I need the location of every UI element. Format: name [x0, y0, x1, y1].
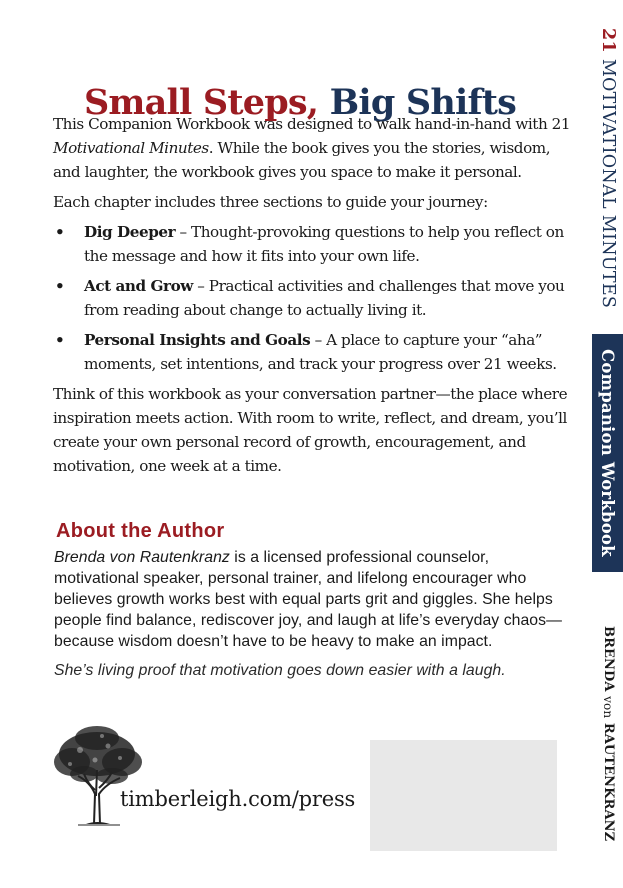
- sections-list: [53, 220, 575, 376]
- spine-title-text: MOTIVATIONAL MINUTES: [598, 52, 618, 309]
- spine-author-particle: von: [601, 696, 615, 719]
- list-item-term: Act and Grow: [84, 277, 193, 295]
- press-url-link[interactable]: timberleigh.com/press: [120, 787, 356, 811]
- list-item-term: Dig Deeper: [84, 223, 176, 241]
- author-bio-text: is a licensed professional counselor, motivational speaker, personal trainer, and lifelong encourager who believes growth works best with equal parts grit and giggles. She helps people find balance, rediscover joy, and laugh at life’s everyday chaos—because wisdom doesn’t have to be heavy to make an impact.: [54, 549, 562, 650]
- spine-title-number: 21: [598, 28, 618, 53]
- about-author-text: [54, 547, 574, 681]
- list-item: [53, 328, 575, 376]
- bullet-marker: •: [55, 331, 65, 349]
- sections-lead-paragraph: Each chapter includes three sections to guide your journey:: [53, 193, 488, 211]
- intro-text-a: This Companion Workbook was designed to walk hand-in-hand with 21: [53, 115, 571, 133]
- author-quote: She’s living proof that motivation goes down easier with a laugh.: [54, 662, 506, 679]
- list-item-description: – Thought-provoking questions to help you reflect on the message and how it fits into your own life.: [84, 223, 564, 265]
- bullet-marker: •: [55, 223, 65, 241]
- author-bio: [54, 547, 574, 652]
- title-part-red: Small Steps,: [83, 82, 319, 124]
- list-item-description: – Practical activities and challenges that move you from reading about change to actually living it.: [84, 277, 565, 319]
- description-block: [53, 112, 575, 484]
- barcode-placeholder: [370, 740, 557, 851]
- book-title-emphasis: Motivational Minutes: [53, 139, 209, 157]
- spine-author-first: BRENDA: [601, 626, 616, 697]
- spine-title: [594, 28, 622, 328]
- author-name: Brenda von Rautenkranz: [54, 549, 230, 566]
- list-item-term: Personal Insights and Goals: [84, 331, 311, 349]
- about-author-heading: About the Author: [56, 520, 225, 542]
- bullet-marker: •: [55, 277, 65, 295]
- spine-subtitle: Companion Workbook: [598, 349, 617, 557]
- title-part-blue: Big Shifts: [329, 82, 517, 124]
- intro-paragraph: [53, 112, 575, 184]
- list-item: [53, 220, 575, 268]
- list-item: [53, 274, 575, 322]
- closing-paragraph: Think of this workbook as your conversation partner—the place where inspiration meets action. With room to write, reflect, and dream, you’ll create your own personal record of growth, encouragement, and motivation, one week at a time.: [53, 385, 568, 475]
- intro-text-b: . While the book gives you the stories, wisdom, and laughter, the workbook gives you space to make it personal.: [53, 139, 551, 181]
- spine-author: [598, 626, 618, 846]
- list-item-description: – A place to capture your “aha” moments, set intentions, and track your progress over 21 weeks.: [84, 331, 557, 373]
- spine-author-last: RAUTENKRANZ: [601, 718, 616, 842]
- tree-icon: [50, 724, 144, 828]
